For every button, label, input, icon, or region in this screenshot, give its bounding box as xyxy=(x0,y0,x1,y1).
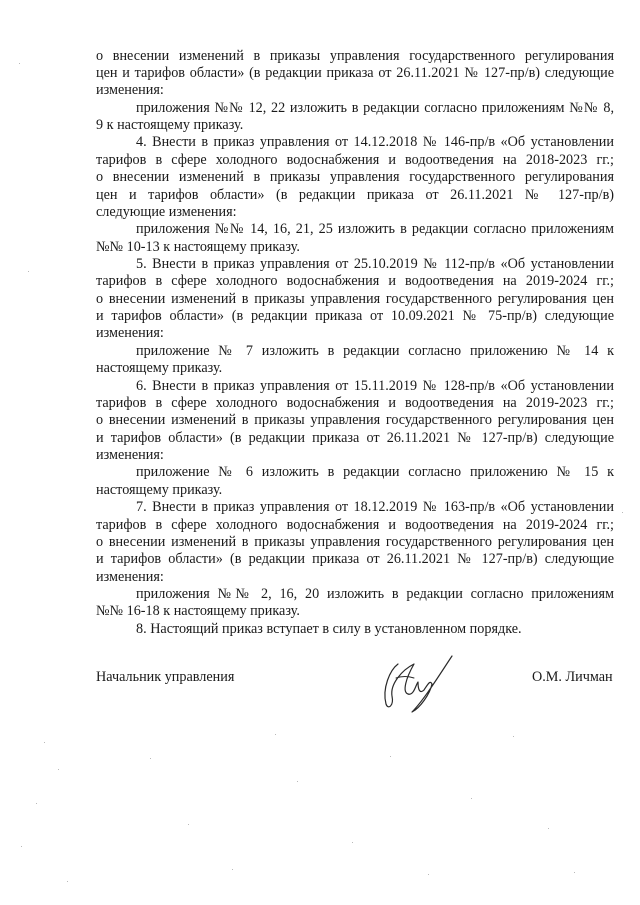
text-line: настоящему приказу. xyxy=(96,481,223,498)
text-line: тарифов в сфере холодного водоснабжения и водоотведения на 2019-2024 гг.; xyxy=(96,273,614,290)
text-line: приложения №№ 2, 16, 20 изложить в редакции согласно приложениям xyxy=(136,586,614,602)
text-line: и тарифов области» (в редакции приказа от 26.11.2021 № 127-пр/в) следующие xyxy=(96,429,614,446)
text-line: приложения №№ 12, 22 изложить в редакции согласно приложениям №№ 8, xyxy=(136,99,614,116)
text-line: тарифов в сфере холодного водоснабжения и водоотведения на 2018-2023 гг.; xyxy=(96,151,614,168)
text-line: тарифов в сфере холодного водоснабжения и водоотведения на 2019-2024 гг.; xyxy=(96,516,614,533)
text-line: 6. Внести в приказ управления от 15.11.2019 № 128-пр/в «Об установлении xyxy=(136,377,614,394)
text-line: о внесении изменений в приказы управления государственного регулирования цен xyxy=(96,290,614,307)
text-line: приложение № 7 изложить в редакции согласно приложению № 14 к xyxy=(136,342,614,359)
text-line: следующие изменения: xyxy=(96,203,237,220)
text-line: изменения: xyxy=(96,82,164,99)
text-line: о внесении изменений в приказы управления государственного регулирования xyxy=(96,47,614,64)
text-line: о внесении изменений в приказы управления государственного регулирования цен xyxy=(96,533,614,550)
text-line: приложения №№ 14, 16, 21, 25 изложить в редакции согласно приложениям xyxy=(136,221,614,238)
signatory-name: О.М. Личман xyxy=(532,669,613,685)
text-line: и тарифов области» (в редакции приказа от 26.11.2021 № 127-пр/в) следующие xyxy=(96,551,614,568)
text-line: настоящему приказу. xyxy=(96,360,223,377)
handwritten-signature xyxy=(368,648,458,716)
text-line: тарифов в сфере холодного водоснабжения и водоотведения на 2019-2023 гг.; xyxy=(96,394,614,411)
text-line: 9 к настоящему приказу. xyxy=(96,117,244,133)
text-line: о внесении изменений в приказы управления государственного регулирования цен xyxy=(96,412,614,429)
text-line: изменения: xyxy=(96,568,164,585)
text-line: №№ 10-13 к настоящему приказу. xyxy=(96,238,300,255)
text-line: изменения: xyxy=(96,325,164,342)
text-line: приложение № 6 изложить в редакции согласно приложению № 15 к xyxy=(136,464,614,481)
text-line: №№ 16-18 к настоящему приказу. xyxy=(96,603,300,620)
text-line: цен и тарифов области» (в редакции приказа от 26.11.2021 № 127-пр/в) следующие xyxy=(96,64,614,81)
text-line: о внесении изменений в приказы управления государственного регулирования xyxy=(96,169,614,186)
text-line: 7. Внести в приказ управления от 18.12.2019 № 163-пр/в «Об установлении xyxy=(136,499,614,516)
text-line: 5. Внести в приказ управления от 25.10.2019 № 112-пр/в «Об установлении xyxy=(136,255,614,272)
text-line: цен и тарифов области» (в редакции приказа от 26.11.2021 № 127-пр/в) xyxy=(96,186,614,203)
text-line: 4. Внести в приказ управления от 14.12.2018 № 146-пр/в «Об установлении xyxy=(136,134,614,151)
text-line: 8. Настоящий приказ вступает в силу в установленном порядке. xyxy=(136,620,522,637)
signatory-position: Начальник управления xyxy=(96,669,235,685)
text-line: и тарифов области» (в редакции приказа от 10.09.2021 № 75-пр/в) следующие xyxy=(96,308,614,325)
text-line: изменения: xyxy=(96,447,164,463)
